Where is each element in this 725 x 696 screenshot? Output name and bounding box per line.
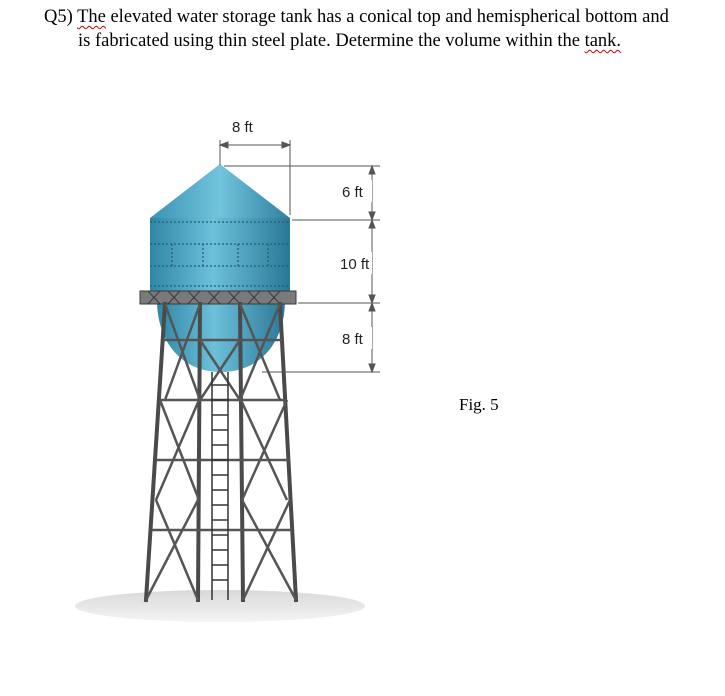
- figure-caption: Fig. 5: [459, 395, 499, 414]
- tank-cylinder: [150, 218, 290, 292]
- tank-cone: [150, 164, 290, 218]
- question-line2: is fabricated using thin steel plate. Determine the volume within the: [78, 31, 580, 51]
- question-number: Q5): [44, 7, 73, 27]
- dim-top-width-label: 8 ft: [232, 119, 253, 136]
- dim-cone-height-label: 6 ft: [342, 184, 363, 201]
- question-line1: elevated water storage tank has a conical top and hemispherical bottom and: [110, 7, 669, 27]
- dim-cylinder-height-label: 10 ft: [340, 256, 370, 273]
- ladder: [212, 372, 228, 600]
- dim-hemisphere-label: 8 ft: [342, 331, 363, 348]
- ground-shadow: [75, 590, 365, 622]
- word-the: The: [77, 7, 106, 27]
- word-tank: tank.: [584, 31, 622, 51]
